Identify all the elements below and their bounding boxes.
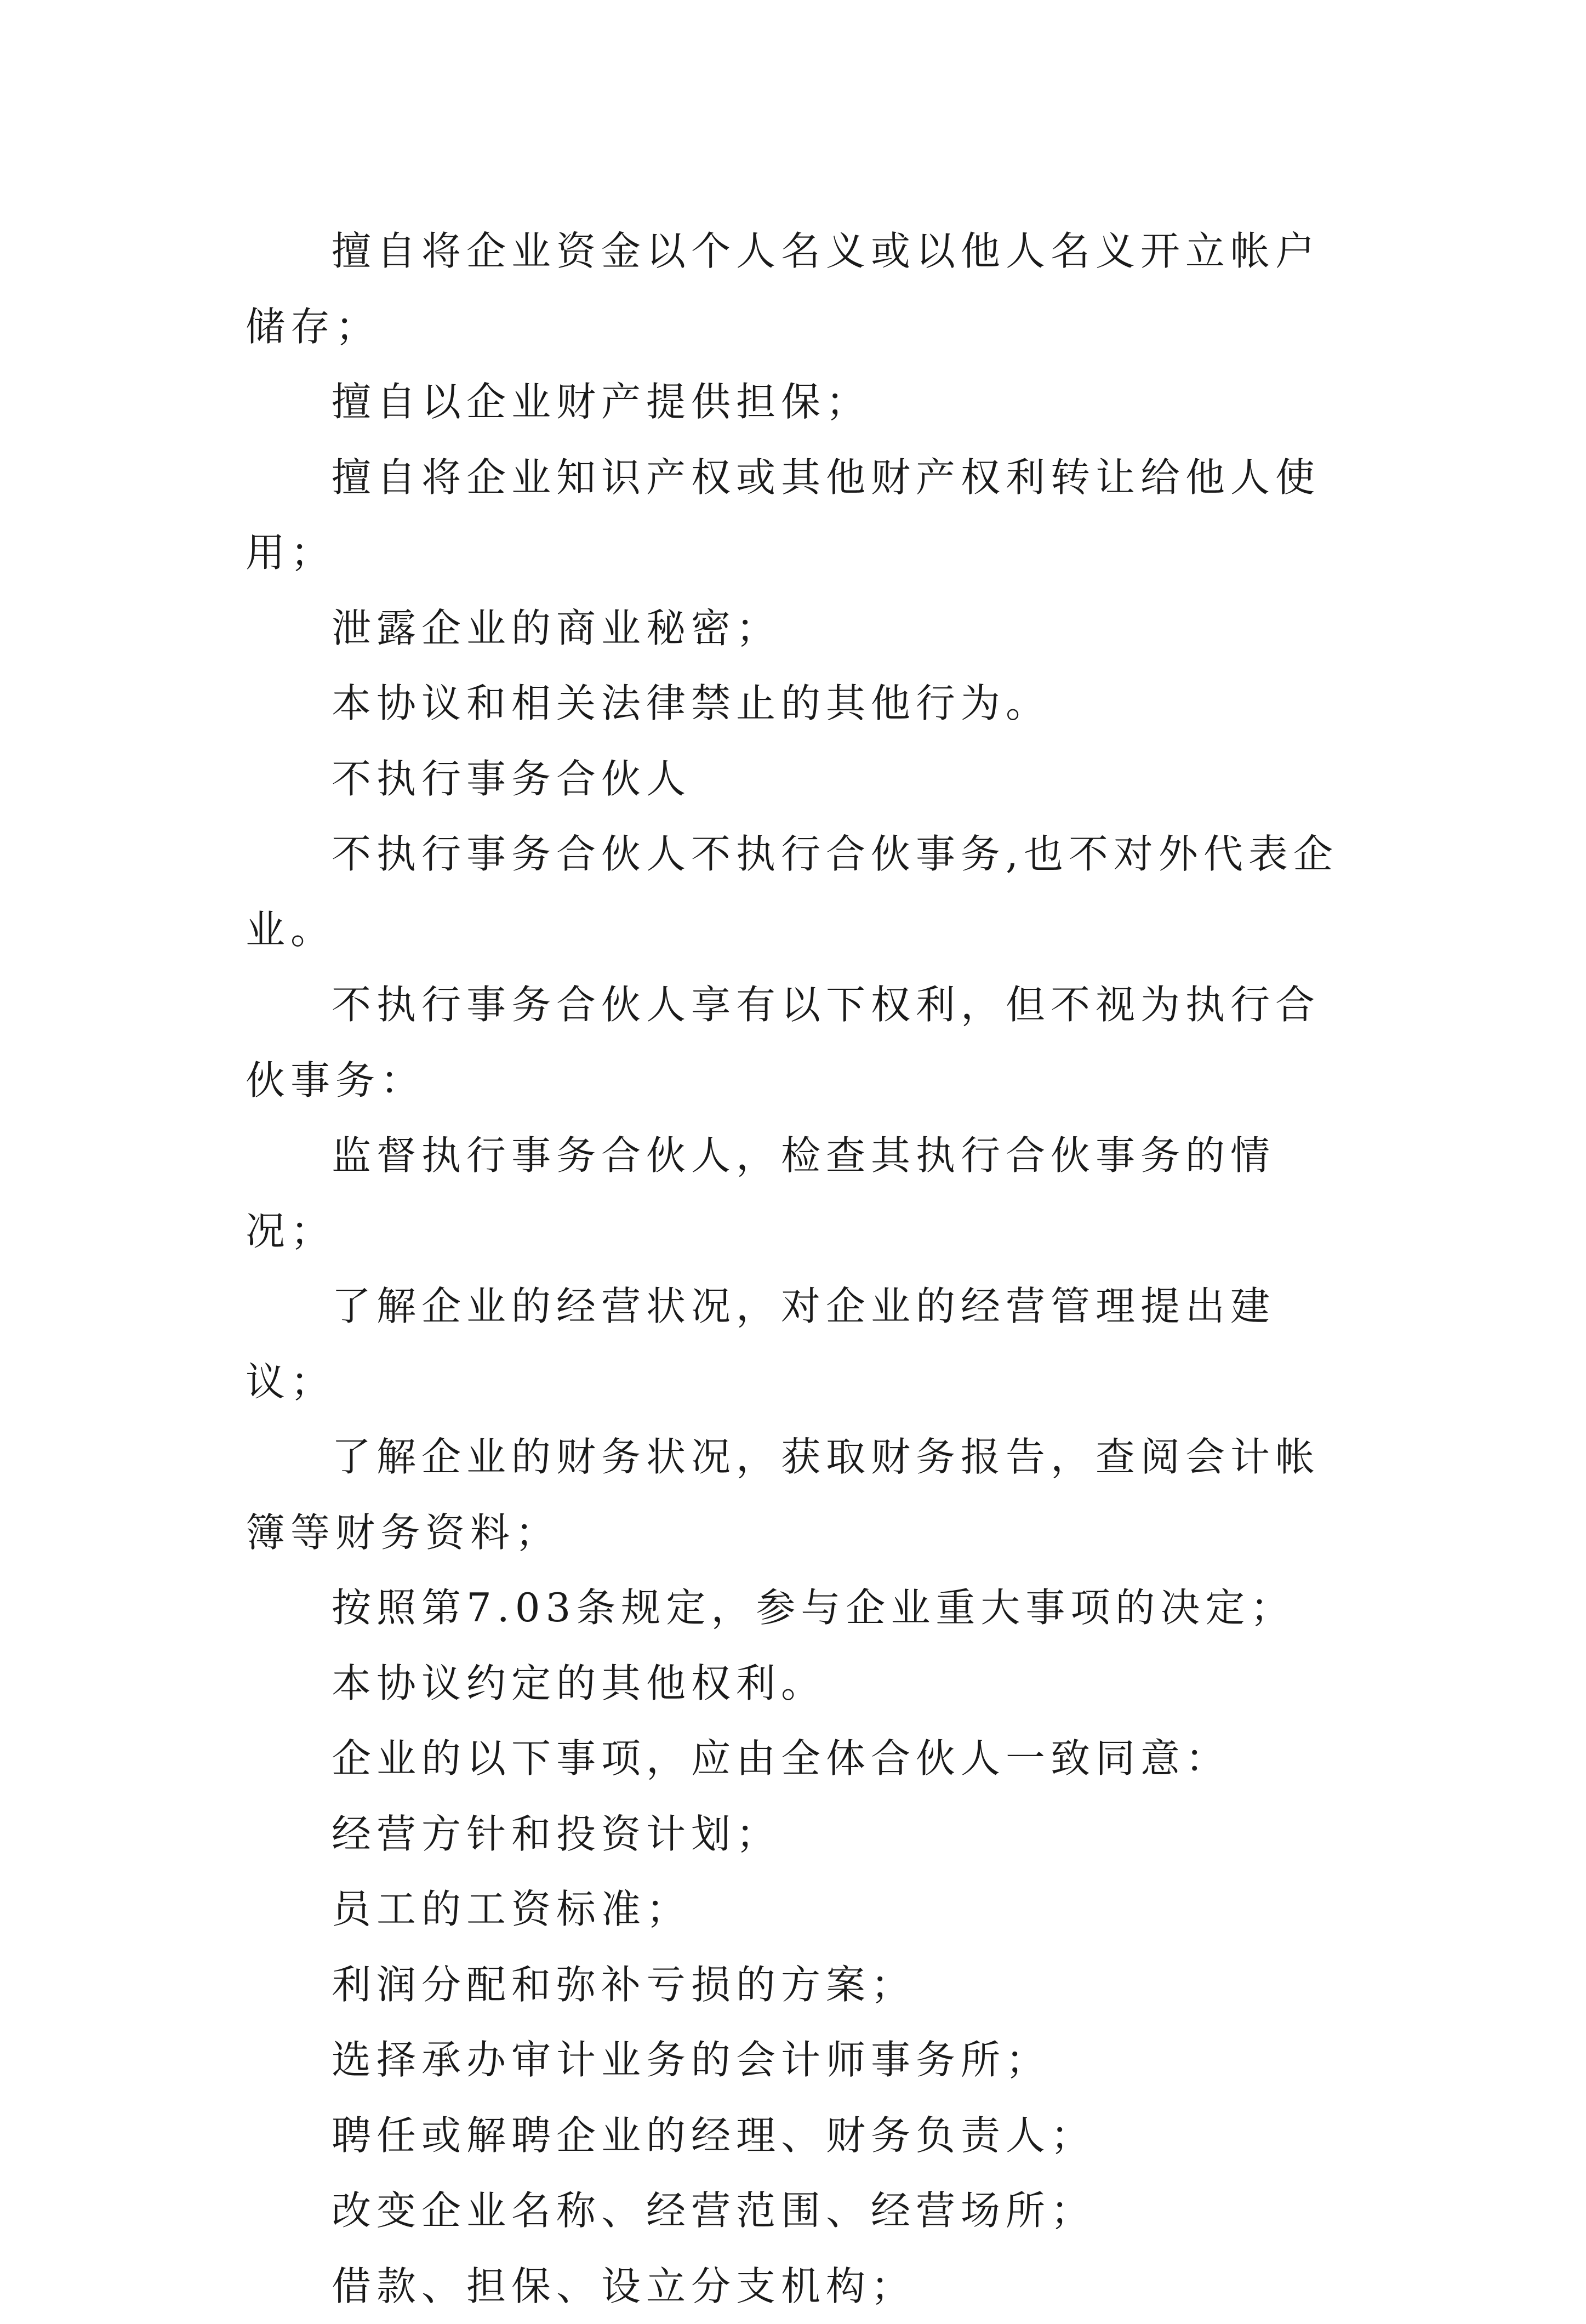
paragraph: 本协议和相关法律禁止的其他行为。 <box>246 666 1359 742</box>
paragraph: 了解企业的经营状况，对企业的经营管理提出建议； <box>246 1269 1359 1420</box>
paragraph: 泄露企业的商业秘密； <box>246 591 1359 667</box>
paragraph: 监督执行事务合伙人，检查其执行合伙事务的情况； <box>246 1118 1359 1269</box>
paragraph: 不执行事务合伙人不执行合伙事务,也不对外代表企业。 <box>246 817 1359 967</box>
paragraph: 了解企业的财务状况，获取财务报告，查阅会计帐簿等财务资料； <box>246 1420 1359 1570</box>
paragraph: 擅自将企业资金以个人名义或以他人名义开立帐户储存； <box>246 214 1359 364</box>
paragraph: 本协议约定的其他权利。 <box>246 1646 1359 1722</box>
paragraph: 企业的以下事项，应由全体合伙人一致同意： <box>246 1721 1359 1797</box>
paragraph: 擅自将企业知识产权或其他财产权利转让给他人使用； <box>246 440 1359 591</box>
paragraph: 利润分配和弥补亏损的方案； <box>246 1947 1359 2023</box>
paragraph: 聘任或解聘企业的经理、财务负责人； <box>246 2098 1359 2174</box>
paragraph: 员工的工资标准； <box>246 1872 1359 1947</box>
document-body <box>246 214 1359 2324</box>
paragraph: 擅自以企业财产提供担保； <box>246 364 1359 440</box>
paragraph: 按照第7.03条规定，参与企业重大事项的决定； <box>246 1570 1359 1646</box>
paragraph: 借款、担保、设立分支机构； <box>246 2249 1359 2324</box>
section-heading: 不执行事务合伙人 <box>246 742 1359 817</box>
paragraph: 选择承办审计业务的会计师事务所； <box>246 2023 1359 2098</box>
paragraph: 改变企业名称、经营范围、经营场所； <box>246 2173 1359 2249</box>
paragraph: 经营方针和投资计划； <box>246 1797 1359 1872</box>
paragraph: 不执行事务合伙人享有以下权利，但不视为执行合伙事务： <box>246 967 1359 1118</box>
